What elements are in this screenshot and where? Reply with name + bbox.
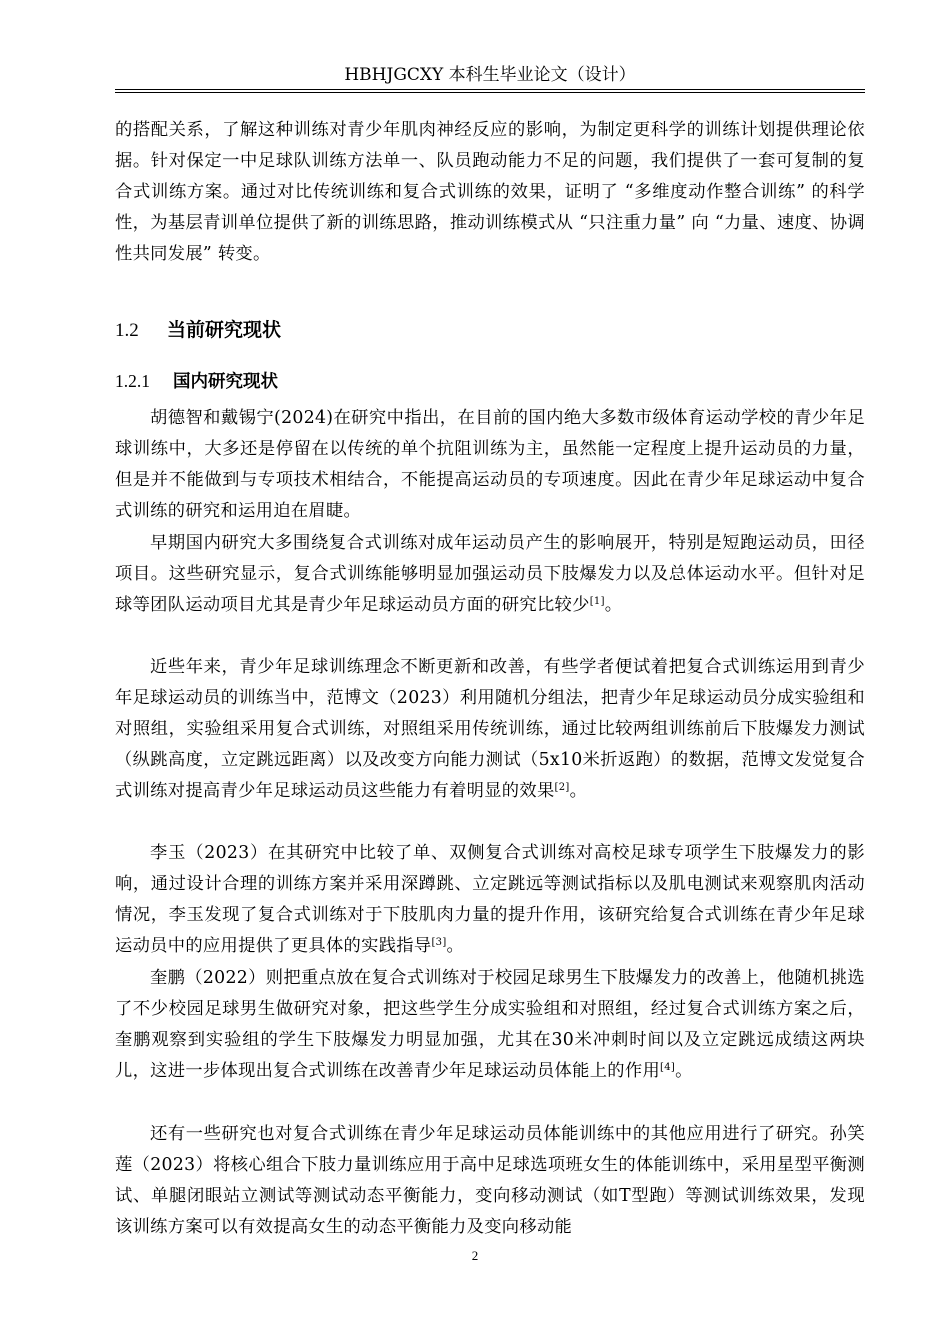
section-number: 1.2 <box>115 320 139 341</box>
paragraph-text: 近些年来，青少年足球训练理念不断更新和改善，有些学者便试着把复合式训练运用到青少年足球运动员的训练当中，范博文（2023）利用随机分组法，把青少年足球运动员分成实验组和对照组，实验组采用复合式训练，对照组采用传统训练，通过比较两组训练前后下肢爆发力测试（纵跳高度，立定跳远距离）以及改变方向能力测试（5x10米折返跑）的数据，范博文发觉复合式训练对提高青少年足球运动员这些能力有着明显的效果 <box>115 657 865 801</box>
body-paragraph <box>115 528 865 621</box>
citation: [1] <box>589 596 605 607</box>
paragraph-text: 奎鹏（2022）则把重点放在复合式训练对于校园足球男生下肢爆发力的改善上，他随机挑选了不少校园足球男生做研究对象，把这些学生分成实验组和对照组，经过复合式训练方案之后，奎鹏观察到实验组的学生下肢爆发力明显加强，尤其在30米冲刺时间以及立定跳远成绩这两块儿，这进一步体现出复合式训练在改善青少年足球运动员体能上的作用 <box>115 968 865 1081</box>
subsection-heading <box>115 369 278 394</box>
paragraph-tail: 。 <box>446 936 465 956</box>
paragraph-tail: 。 <box>675 1061 693 1081</box>
paragraph-tail: 。 <box>569 781 588 801</box>
body-paragraph <box>115 652 865 807</box>
subsection-title: 国内研究现状 <box>173 372 278 392</box>
citation: [4] <box>660 1062 676 1073</box>
subsection-number: 1.2.1 <box>115 371 150 391</box>
paragraph-text: 早期国内研究大多围绕复合式训练对成年运动员产生的影响展开，特别是短跑运动员，田径项目。这些研究显示，复合式训练能够明显加强运动员下肢爆发力以及总体运动水平。但针对足球等团队运动项目尤其是青少年足球运动员方面的研究比较少 <box>115 533 865 615</box>
body-paragraph <box>115 403 865 527</box>
paragraph-text: 还有一些研究也对复合式训练在青少年足球运动员体能训练中的其他应用进行了研究。孙笑莲（2023）将核心组合下肢力量训练应用于高中足球选项班女生的体能训练中，采用星型平衡测试、单腿闭眼站立测试等测试动态平衡能力，变向移动测试（如T型跑）等测试训练效果，发现该训练方案可以有效提高女生的动态平衡能力及变向移动能 <box>115 1124 865 1237</box>
citation: [3] <box>431 937 447 948</box>
header-rule-thin <box>115 92 865 93</box>
page-number: 2 <box>471 1248 479 1263</box>
paragraph-text: 胡德智和戴锡宁(2024)在研究中指出，在目前的国内绝大多数市级体育运动学校的青少年足球训练中，大多还是停留在以传统的单个抗阻训练为主，虽然能一定程度上提升运动员的力量，但是并不能做到与专项技术相结合，不能提高运动员的专项速度。因此在青少年足球运动中复合式训练的研究和运用迫在眉睫。 <box>115 408 865 521</box>
header-rule-thick <box>115 89 865 90</box>
paragraph-text: 李玉（2023）在其研究中比较了单、双侧复合式训练对高校足球专项学生下肢爆发力的影响，通过设计合理的训练方案并采用深蹲跳、立定跳远等测试指标以及肌电测试来观察肌肉活动情况，李玉发现了复合式训练对于下肢肌肉力量的提升作用，该研究给复合式训练在青少年足球运动员中的应用提供了更具体的实践指导 <box>115 843 865 956</box>
section-heading <box>115 317 281 344</box>
body-paragraph <box>115 838 865 962</box>
body-paragraph <box>115 963 865 1087</box>
intro-paragraph: 的搭配关系，了解这种训练对青少年肌肉神经反应的影响，为制定更科学的训练计划提供理论依据。针对保定一中足球队训练方法单一、队员跑动能力不足的问题，我们提供了一套可复制的复合式训练方案。通过对比传统训练和复合式训练的效果，证明了 “多维度动作整合训练” 的科学性，为基层青训单位提供了新的训练思路，推动训练模式从 “只注重力量” 向 “力量、速度、协调性共同发展” 转变。 <box>115 120 865 264</box>
citation: [2] <box>554 782 570 793</box>
header-title: HBHJGCXY 本科生毕业论文（设计） <box>344 65 636 85</box>
body-paragraph <box>115 1119 865 1243</box>
section-title: 当前研究现状 <box>167 319 282 341</box>
paragraph-tail: 。 <box>604 595 623 615</box>
